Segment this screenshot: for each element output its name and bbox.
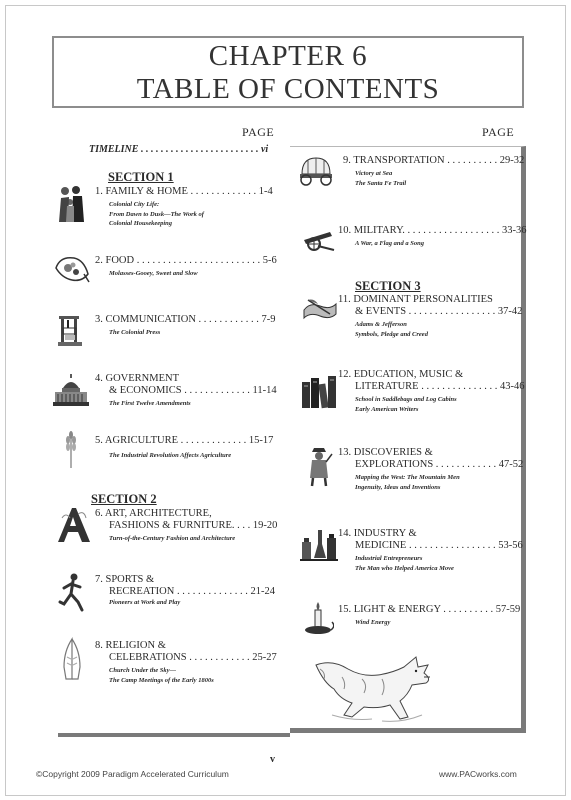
entry-sub: Symbols, Pledge and Creed xyxy=(355,330,428,338)
entry-title-cont: CELEBRATIONS . . . . . . . . . . . . 25-27 xyxy=(109,652,277,663)
entry-number: 3. xyxy=(95,314,103,325)
medicine-bottles-icon xyxy=(300,524,338,562)
toc-entry-11[interactable] xyxy=(338,294,522,339)
section-1-heading: SECTION 1 xyxy=(108,170,174,184)
entry-sub: Colonial City Life: xyxy=(109,201,160,208)
entry-title: ART, ARCHITECTURE, xyxy=(104,508,212,519)
capitol-icon xyxy=(53,372,89,408)
wolf-illustration xyxy=(312,655,438,725)
entry-number: 15. xyxy=(338,604,352,615)
entry-sub: School in Saddlebags and Log Cabins xyxy=(355,396,457,403)
toc-entry-4[interactable] xyxy=(95,373,277,409)
explorer-icon xyxy=(304,446,334,488)
entry-sub: Wind Energy xyxy=(355,619,391,626)
bottom-shadow-rule xyxy=(58,733,290,737)
page-header-left: PAGE xyxy=(242,125,275,139)
section-3-heading: SECTION 3 xyxy=(355,279,421,293)
entry-title: GOVERNMENT xyxy=(105,373,179,384)
chapter-title-box xyxy=(52,36,524,108)
entry-sub: Adams & Jefferson xyxy=(355,321,407,328)
entry-title: TRANSPORTATION . . . . . . . . . . 29-32 xyxy=(353,155,525,166)
entry-sub: A War, a Flag and a Song xyxy=(355,240,424,247)
page-number: v xyxy=(270,754,275,765)
entry-title: FOOD . . . . . . . . . . . . . . . . . . . . . . . . 5-6 xyxy=(105,255,277,266)
quill-scroll-icon xyxy=(300,296,340,322)
entry-number: 14. xyxy=(338,528,352,539)
entry-number: 12. xyxy=(338,369,352,380)
entry-sub: Early American Writers xyxy=(355,405,419,413)
toc-entry-5[interactable] xyxy=(95,435,273,461)
entry-number: 10. xyxy=(338,225,352,236)
entry-sub: Victory at Sea xyxy=(355,170,393,177)
entry-title: DOMINANT PERSONALITIES xyxy=(353,294,493,305)
entry-number: 4. xyxy=(95,373,103,384)
website-link[interactable]: www.PACworks.com xyxy=(439,769,517,779)
entry-sub: The Industrial Revolution Affects Agriculture xyxy=(109,452,232,459)
entry-sub: Molasses-Gooey, Sweet and Slow xyxy=(109,270,198,277)
entry-sub: The Camp Meetings of the Early 1800s xyxy=(109,676,214,684)
entry-sub: Colonial Housekeeping xyxy=(109,220,173,227)
toc-entry-6[interactable] xyxy=(95,508,277,544)
entry-sub: The First Twelve Amendments xyxy=(109,400,191,407)
entry-sub: Industrial Entrepreneurs xyxy=(355,555,423,562)
books-icon xyxy=(300,372,338,410)
entry-sub: Turn-of-the-Century Fashion and Architecture xyxy=(109,535,236,542)
entry-number: 1. xyxy=(95,186,103,197)
cannon-icon xyxy=(300,228,336,252)
entry-number: 5. xyxy=(95,435,103,446)
entry-title: EDUCATION, MUSIC & xyxy=(353,369,464,380)
entry-sub: Mapping the West: The Mountain Men xyxy=(355,474,460,481)
entry-title-cont: MEDICINE . . . . . . . . . . . . . . . . . 53-56 xyxy=(355,540,523,551)
toc-entry-1[interactable] xyxy=(95,186,273,229)
entry-title-cont: FASHIONS & FURNITURE. . . . 19-20 xyxy=(109,520,278,531)
wheat-icon xyxy=(62,430,80,470)
toc-entry-2[interactable] xyxy=(95,255,277,279)
entry-number: 7. xyxy=(95,574,103,585)
entry-title-cont: & ECONOMICS . . . . . . . . . . . . . 11-14 xyxy=(109,385,277,396)
entry-title: COMMUNICATION . . . . . . . . . . . . 7-9 xyxy=(105,314,276,325)
toc-entry-15[interactable] xyxy=(338,604,520,628)
entry-sub: The Man who Helped America Move xyxy=(355,564,454,572)
entry-sub: The Colonial Press xyxy=(109,329,161,336)
toc-entry-9[interactable] xyxy=(343,155,524,188)
covered-wagon-icon xyxy=(296,156,336,186)
candle-icon xyxy=(302,600,334,638)
timeline-dots: . . . . . . . . . . . . . . . . . . . . . . . . xyxy=(138,144,261,155)
entry-number: 11. xyxy=(338,294,351,305)
letter-a-icon xyxy=(56,506,92,544)
entry-title: INDUSTRY & xyxy=(353,528,417,539)
timeline-label: TIMELINE xyxy=(89,144,139,155)
entry-sub: Church Under the Sky— xyxy=(109,667,176,674)
toc-entry-8[interactable] xyxy=(95,640,277,685)
entry-number: 9. xyxy=(343,155,351,166)
timeline-page: vi xyxy=(260,144,269,155)
entry-title: SPORTS & xyxy=(105,574,155,585)
toc-title: TABLE OF CONTENTS xyxy=(136,73,440,105)
entry-sub: Ingenuity, Ideas and Inventions xyxy=(355,483,441,491)
entry-title: FAMILY & HOME . . . . . . . . . . . . . 1-4 xyxy=(105,186,273,197)
toc-entry-7[interactable] xyxy=(95,574,275,608)
page-header-right: PAGE xyxy=(482,125,515,139)
entry-title-cont: RECREATION . . . . . . . . . . . . . . 21-24 xyxy=(109,586,275,597)
cornucopia-icon xyxy=(54,254,90,284)
entry-number: 2. xyxy=(95,255,103,266)
entry-title: LIGHT & ENERGY . . . . . . . . . . 57-59 xyxy=(353,604,521,615)
entry-title: DISCOVERIES & xyxy=(353,447,433,458)
runner-icon xyxy=(58,572,88,612)
entry-title-cont: & EVENTS . . . . . . . . . . . . . . . . . 37-42 xyxy=(355,306,523,317)
toc-entry-10[interactable] xyxy=(338,225,527,249)
entry-number: 8. xyxy=(95,640,103,651)
entry-number: 6. xyxy=(95,508,103,519)
printing-press-icon xyxy=(56,312,84,348)
entry-title-cont: LITERATURE . . . . . . . . . . . . . . . 43-46 xyxy=(355,381,525,392)
section-2-heading: SECTION 2 xyxy=(91,492,157,506)
entry-title: AGRICULTURE . . . . . . . . . . . . . 15-17 xyxy=(104,435,274,446)
entry-sub: The Santa Fe Trail xyxy=(355,179,407,187)
toc-entry-13[interactable] xyxy=(338,447,523,492)
entry-sub: From Dawn to Dusk—The Work of xyxy=(109,210,204,218)
entry-sub: Pioneers at Work and Play xyxy=(109,599,181,606)
copyright-text: ©Copyright 2009 Paradigm Accelerated Curriculum xyxy=(36,769,229,779)
timeline-entry[interactable] xyxy=(89,144,268,155)
entry-title-cont: EXPLORATIONS . . . . . . . . . . . . 47-52 xyxy=(355,459,524,470)
toc-entry-3[interactable] xyxy=(95,314,276,338)
toc-entry-14[interactable] xyxy=(338,528,523,573)
chapter-title: CHAPTER 6 xyxy=(208,40,368,72)
toc-entry-12[interactable] xyxy=(338,369,524,414)
entry-title: MILITARY. . . . . . . . . . . . . . . . . . . 33-36 xyxy=(353,225,527,236)
praying-hands-icon xyxy=(60,637,84,681)
family-icon xyxy=(56,184,86,224)
entry-number: 13. xyxy=(338,447,352,458)
entry-title: RELIGION & xyxy=(105,640,166,651)
